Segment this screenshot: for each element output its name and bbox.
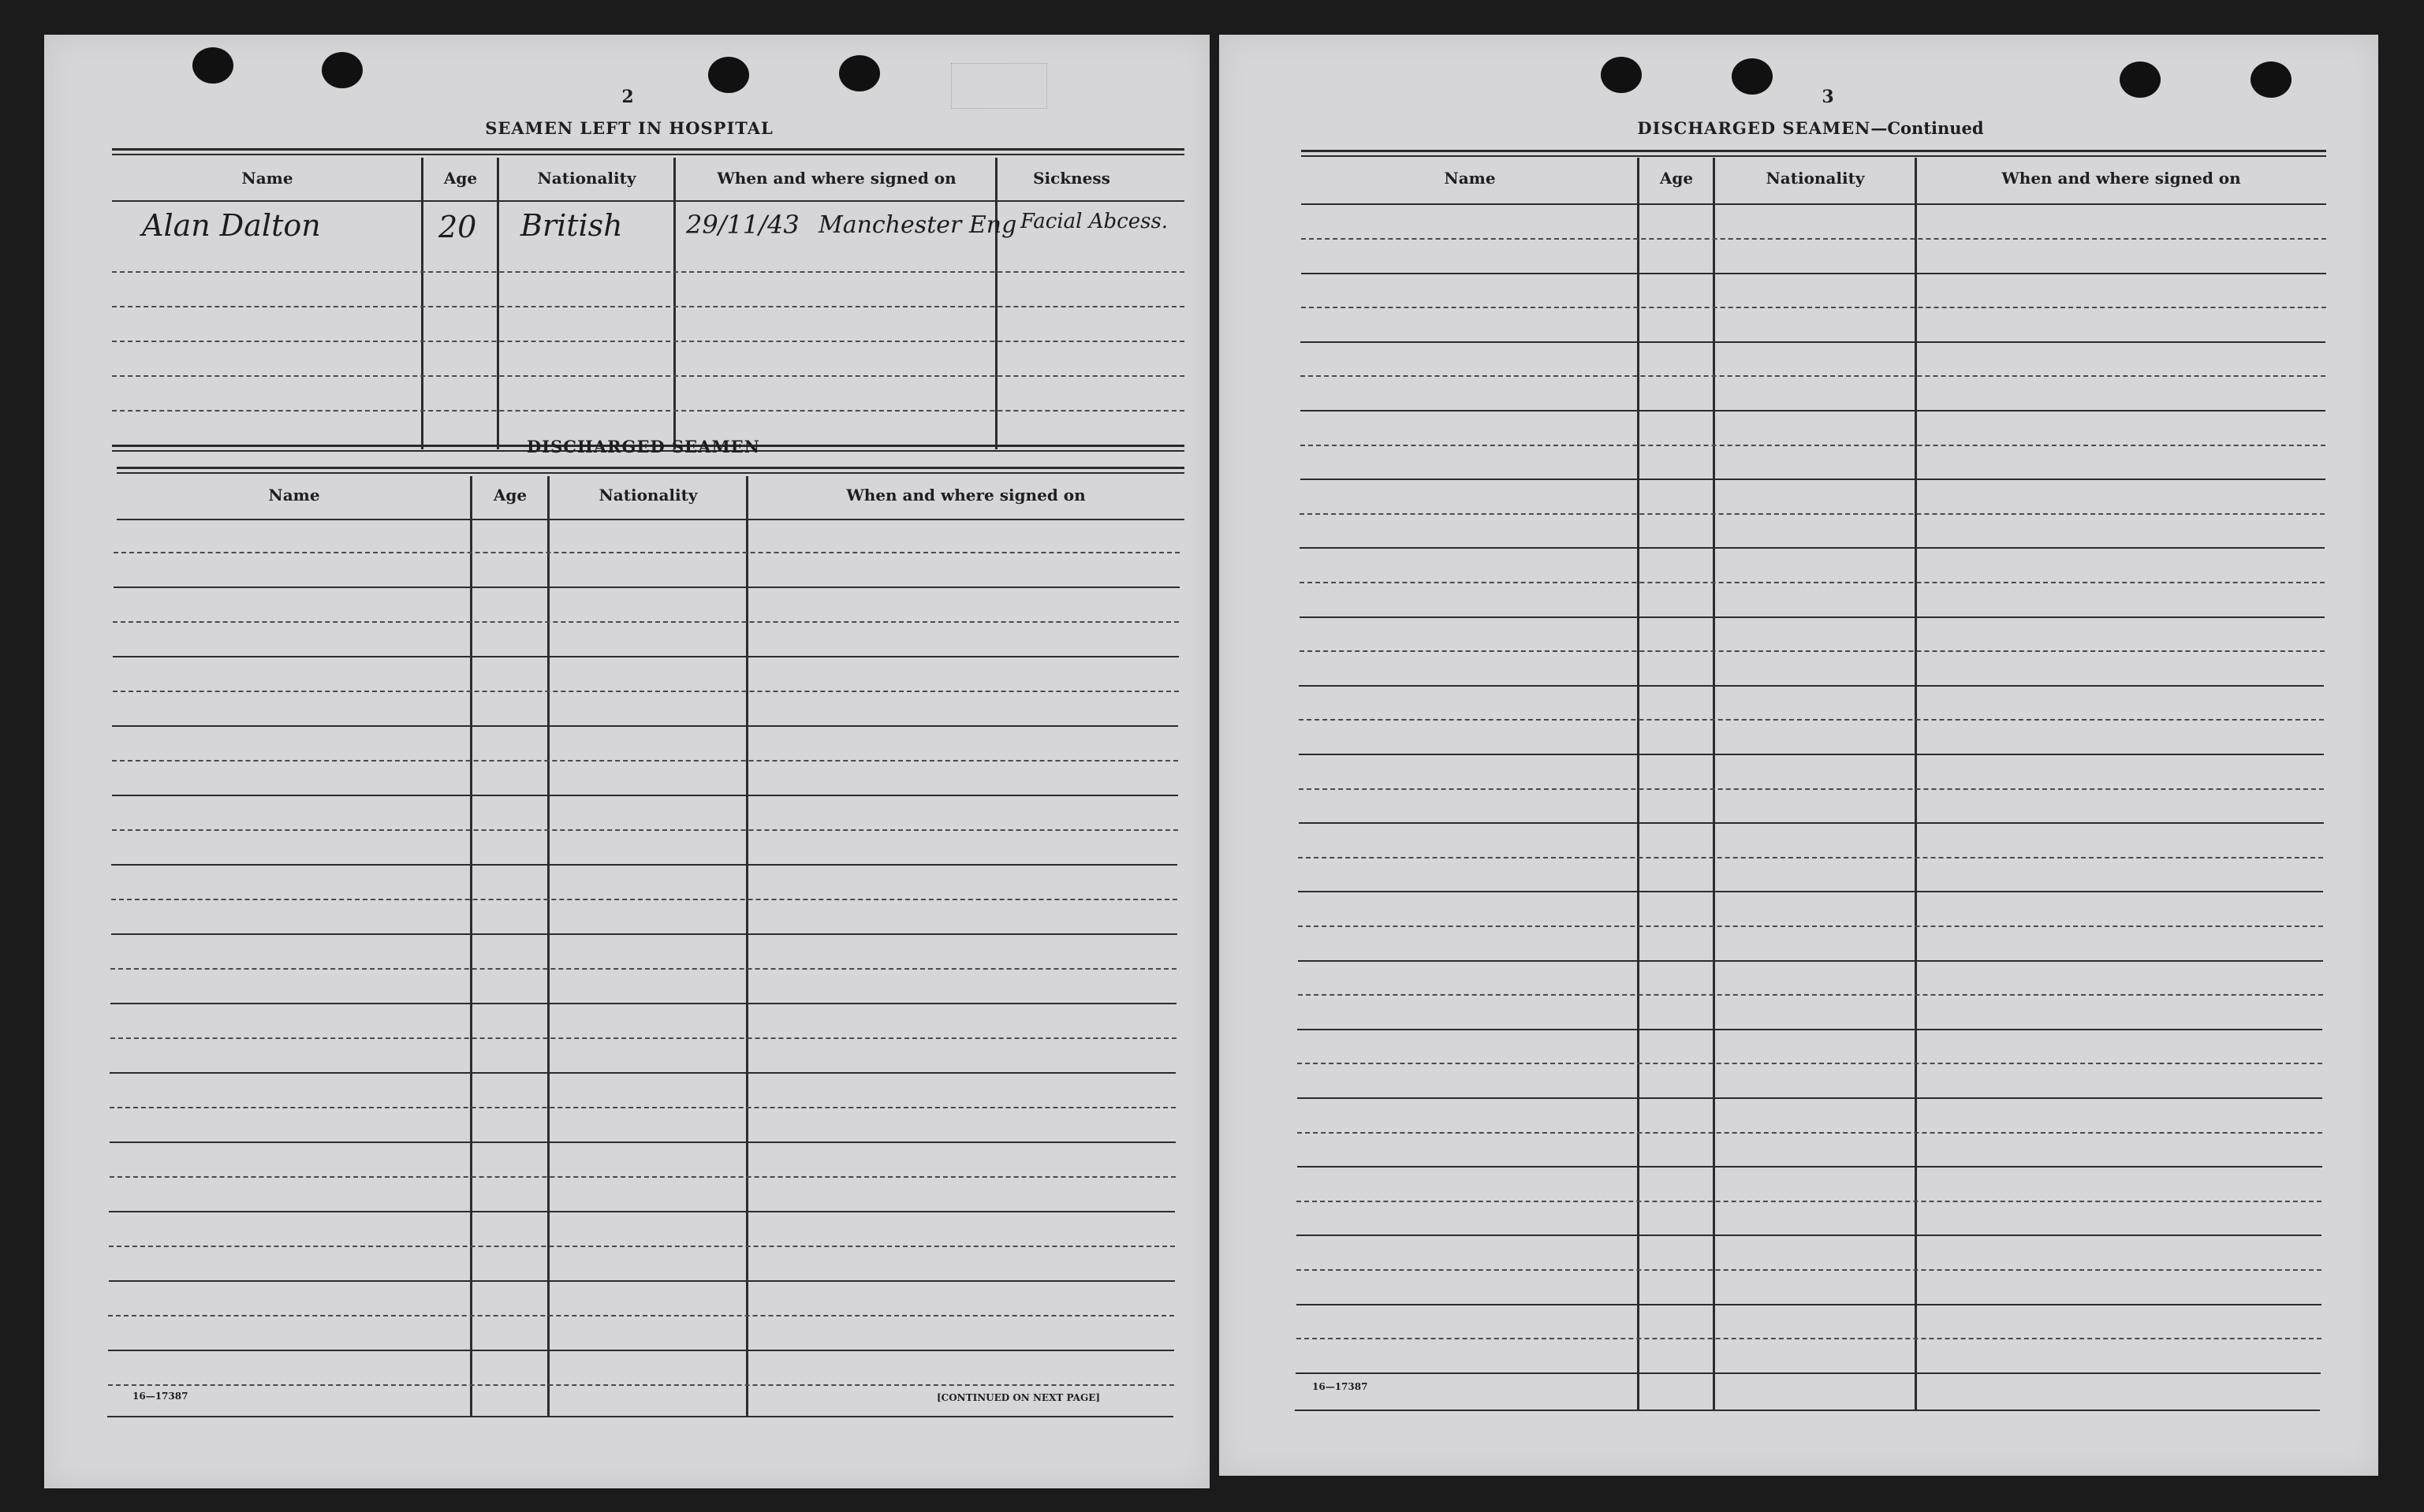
entry-line [1296, 1269, 2321, 1271]
bottom-rule [1295, 1410, 2320, 1411]
entry-line [1297, 1029, 2322, 1030]
entry-line [1301, 307, 2326, 308]
section-rule [117, 467, 1184, 469]
column-divider [995, 158, 998, 449]
entry-line [112, 375, 1184, 377]
column-divider [746, 476, 748, 1416]
left-form-page [44, 35, 1210, 1488]
entry-line [1300, 479, 2325, 480]
hospital-section-title: SEAMEN LEFT IN HOSPITAL [485, 118, 774, 138]
entry-line [1297, 1097, 2322, 1099]
column-divider [497, 158, 499, 449]
entry-line [113, 656, 1179, 657]
entry-line [112, 829, 1178, 831]
column-header-name: Name [241, 169, 293, 188]
column-header-sickness: Sickness [1033, 169, 1110, 188]
header-rule [1301, 203, 2326, 205]
punch-hole [2120, 61, 2161, 98]
entry-line [1298, 857, 2323, 858]
column-header-nationality: Nationality [1766, 169, 1865, 188]
entry-line [108, 1315, 1174, 1316]
section-rule [112, 148, 1184, 151]
entry-line [1296, 1372, 2321, 1374]
entry-line [1301, 273, 2326, 274]
entry-line [113, 691, 1179, 692]
column-header-nationality: Nationality [599, 486, 698, 505]
entry-line [110, 1107, 1176, 1108]
header-rule [117, 519, 1184, 520]
entry-line [1297, 1166, 2322, 1168]
column-header-age: Age [443, 169, 478, 188]
page-number: 2 [621, 87, 634, 107]
column-header-age: Age [1659, 169, 1694, 188]
column-divider [1713, 158, 1715, 1410]
column-header-name: Name [1444, 169, 1496, 188]
entry-line [1300, 410, 2325, 412]
column-header-name: Name [268, 486, 320, 505]
faded-stamp [951, 63, 1047, 109]
entry-line [111, 933, 1177, 935]
entry-line [1296, 1235, 2321, 1236]
column-header-signed-on: When and where signed on [717, 169, 957, 188]
entry-line [110, 968, 1177, 970]
entry-line [1297, 1132, 2322, 1134]
entry-line [1299, 719, 2324, 721]
column-header-signed-on: When and where signed on [846, 486, 1086, 505]
entry-line [108, 1384, 1174, 1386]
sickness: Facial Abcess. [1020, 210, 1169, 233]
entry-line [110, 1141, 1176, 1143]
entry-line [108, 1350, 1174, 1351]
entry-line [112, 306, 1184, 307]
entry-line [112, 795, 1178, 796]
signed-on-date: 29/11/43 [686, 210, 800, 240]
column-divider [547, 476, 550, 1416]
entry-line [112, 725, 1178, 727]
entry-line [113, 621, 1179, 623]
column-divider [1915, 158, 1917, 1410]
discharged-section-title: DISCHARGED SEAMEN [527, 437, 760, 456]
column-header-nationality: Nationality [537, 169, 636, 188]
punch-hole [1601, 57, 1642, 93]
entry-line [1299, 754, 2324, 755]
page-number: 3 [1822, 87, 1834, 107]
entry-line [1300, 341, 2325, 343]
entry-line [112, 271, 1184, 273]
signed-on-place: Manchester Eng [819, 211, 1017, 239]
entry-line [1300, 445, 2325, 446]
punch-hole [1732, 58, 1773, 95]
entry-line [1296, 1338, 2321, 1339]
entry-line [110, 1176, 1176, 1178]
entry-line [1301, 238, 2326, 240]
column-header-age: Age [493, 486, 528, 505]
entry-line [1300, 616, 2325, 618]
entry-line [1300, 582, 2325, 583]
entry-line [1299, 685, 2324, 687]
entry-line [110, 1037, 1177, 1039]
entry-line [112, 341, 1184, 342]
punch-hole [192, 47, 233, 84]
punch-hole [839, 55, 880, 91]
column-divider [421, 158, 423, 449]
section-title-suffix: —Continued [1870, 118, 1984, 138]
entry-line [1299, 788, 2324, 790]
entry-line [110, 1072, 1176, 1074]
entry-line [114, 552, 1180, 553]
entry-line [1297, 1063, 2322, 1064]
section-title-text: DISCHARGED SEAMEN [1637, 118, 1871, 138]
form-number: 16—17387 [1312, 1381, 1368, 1392]
column-divider [673, 158, 676, 449]
entry-line [1300, 650, 2325, 652]
entry-line [112, 760, 1178, 762]
entry-line [109, 1280, 1175, 1282]
entry-line [1298, 994, 2323, 996]
column-divider [1637, 158, 1639, 1410]
column-header-signed-on: When and where signed on [2001, 169, 2241, 188]
entry-line [1300, 513, 2325, 515]
discharged-continued-title [1637, 118, 1983, 138]
entry-line [1298, 960, 2323, 962]
right-form-page [1219, 35, 2378, 1476]
column-divider [470, 476, 472, 1416]
entry-line [111, 899, 1177, 900]
punch-hole [322, 52, 363, 88]
continued-note: [CONTINUED ON NEXT PAGE] [937, 1392, 1101, 1403]
seaman-name: Alan Dalton [142, 208, 321, 243]
entry-line [109, 1246, 1175, 1247]
section-rule [1301, 150, 2326, 152]
entry-line [1296, 1304, 2321, 1305]
entry-line [112, 410, 1184, 412]
seaman-nationality: British [520, 208, 623, 243]
punch-hole [2251, 61, 2292, 98]
header-rule [112, 200, 1184, 202]
punch-hole [708, 57, 749, 93]
entry-line [114, 587, 1180, 588]
form-number: 16—17387 [132, 1391, 188, 1402]
entry-line [110, 1003, 1177, 1004]
entry-line [1300, 375, 2325, 377]
entry-line [1300, 547, 2325, 549]
entry-line [109, 1211, 1175, 1212]
entry-line [111, 864, 1177, 866]
entry-line [1299, 822, 2324, 824]
entry-line [1298, 891, 2323, 892]
entry-line [1298, 925, 2323, 927]
bottom-rule [107, 1416, 1173, 1417]
entry-line [1296, 1201, 2321, 1202]
seaman-age: 20 [438, 210, 477, 244]
